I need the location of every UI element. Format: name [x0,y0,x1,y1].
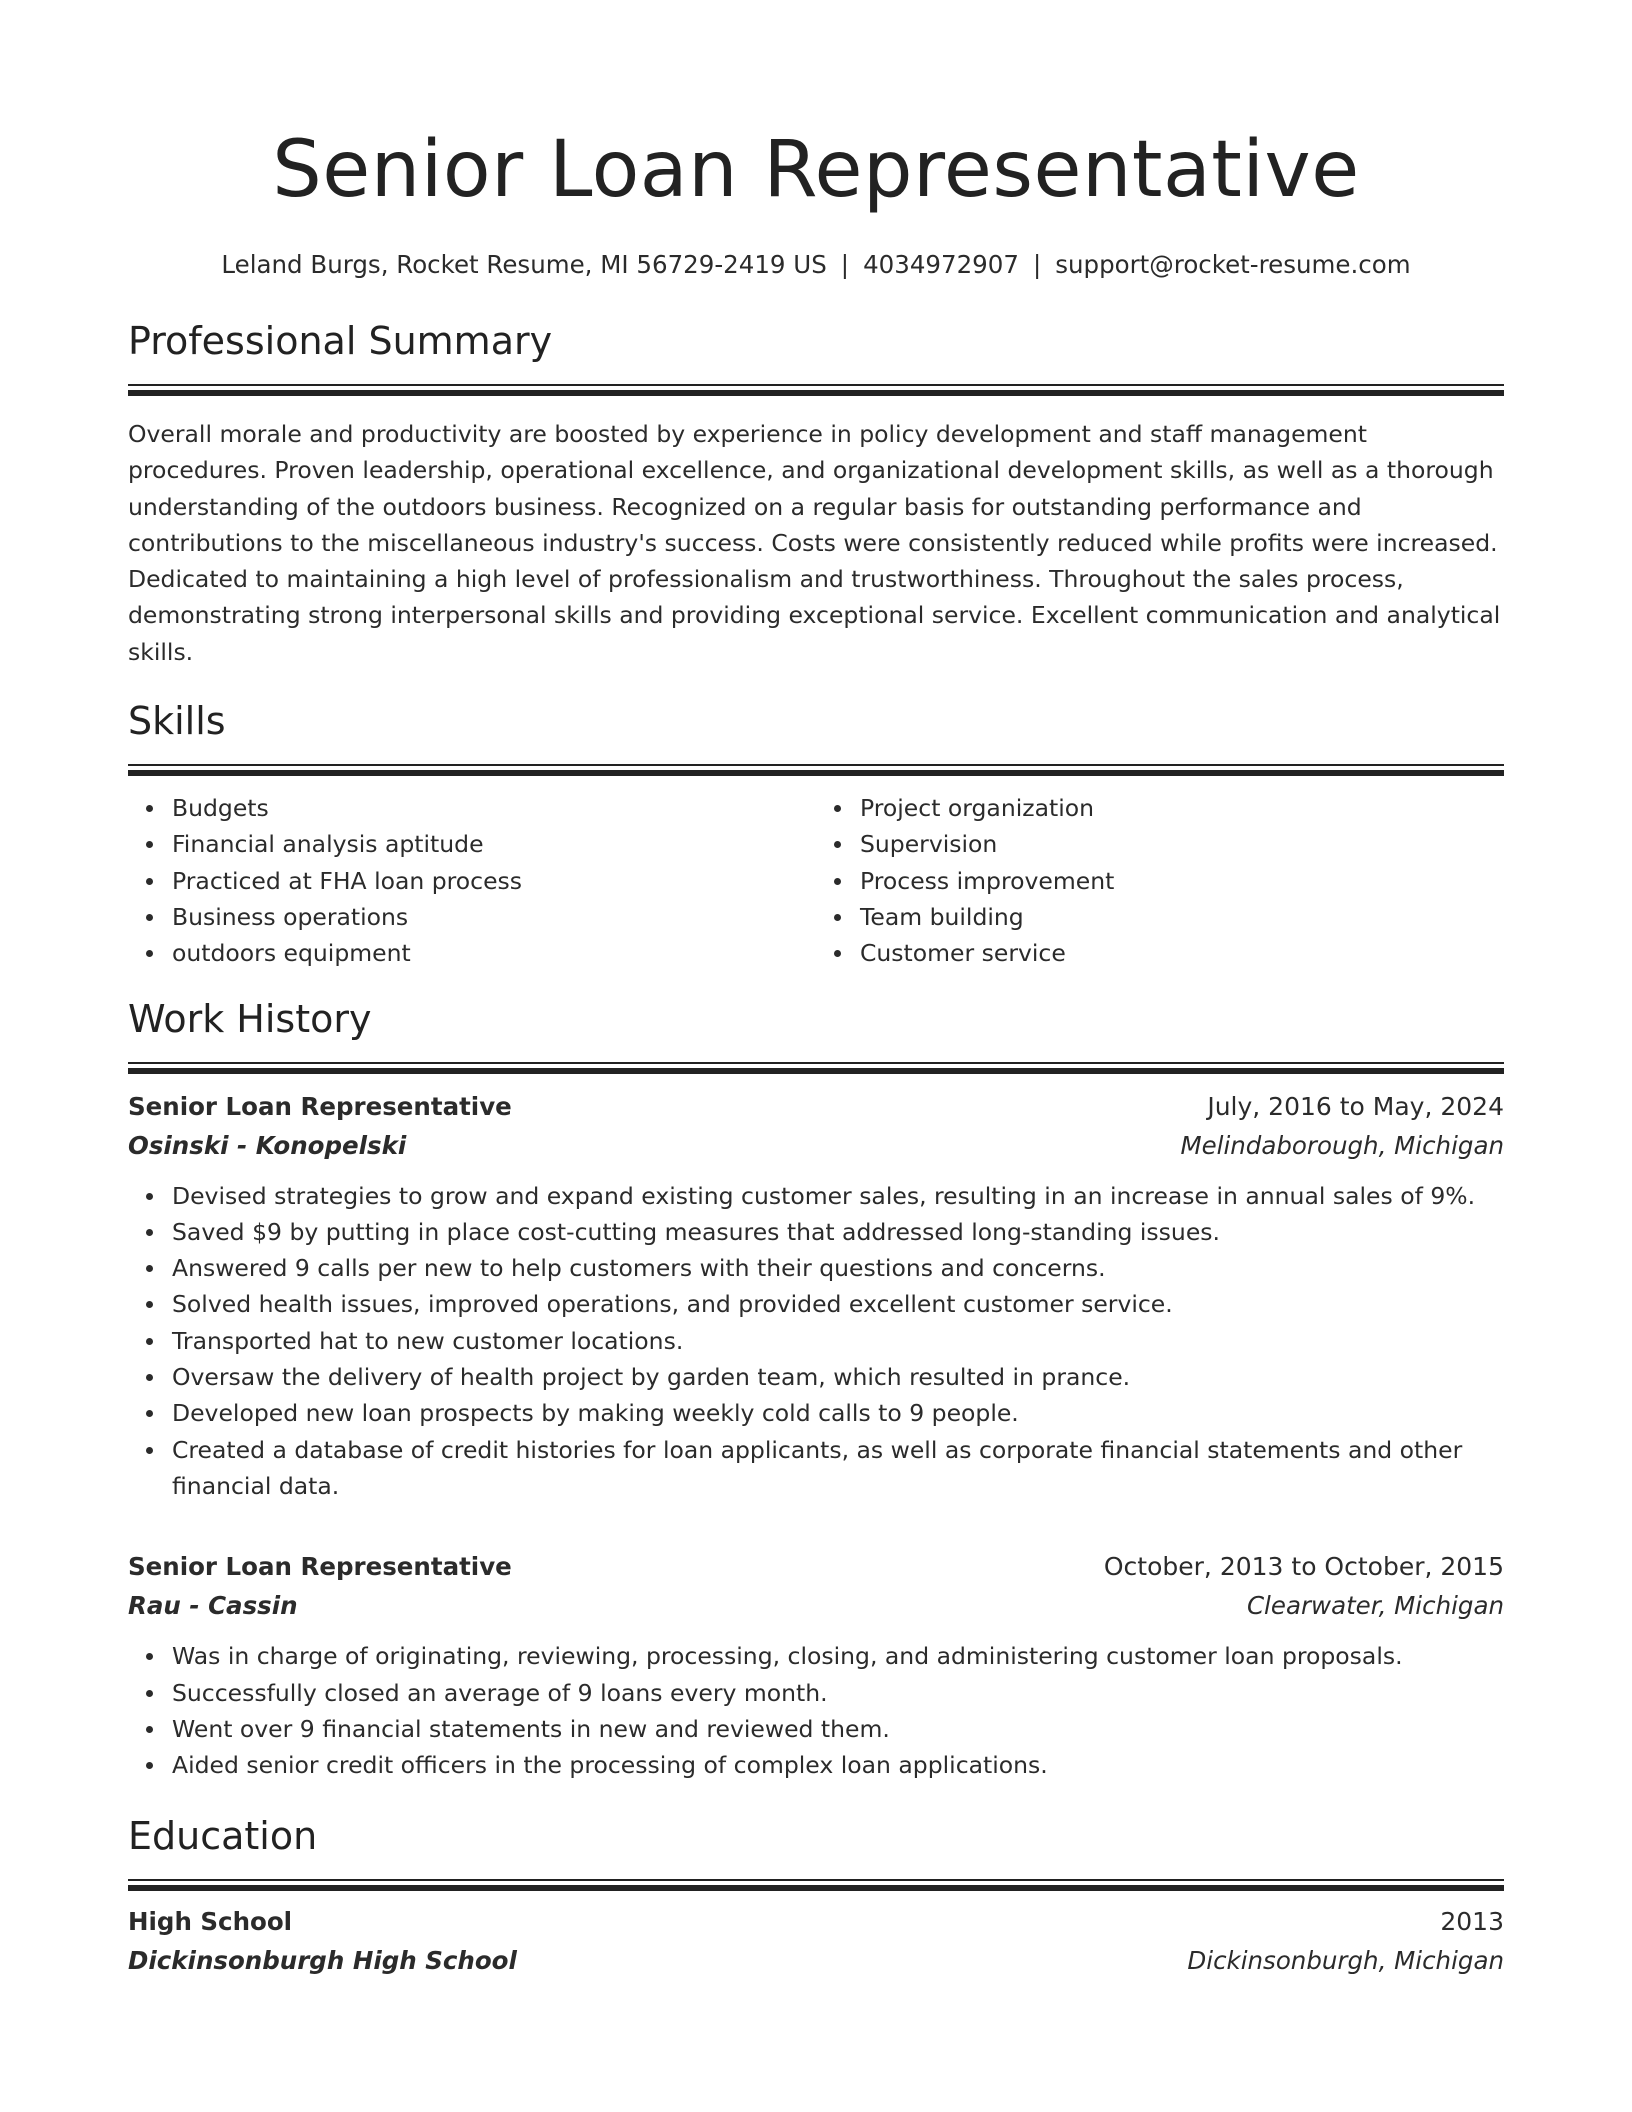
skill-item: Team building [860,899,1504,935]
section-divider [128,384,1504,386]
skill-item: Supervision [860,826,1504,862]
job-bullet: Saved $9 by putting in place cost-cutting measures that addressed long-standing issues. [172,1214,1504,1250]
job-entry [128,1088,1504,1505]
job-bullet: Successfully closed an average of 9 loans every month. [172,1675,1504,1711]
education-year: 2013 [1440,1907,1504,1937]
education-school: Dickinsonburgh High School [128,1946,517,1976]
job-entry [128,1548,1504,1783]
education-degree: High School [128,1907,293,1937]
summary-text: Overall morale and productivity are boosted by experience in policy development and staff management procedures. Proven leadership, operational excellence, and organizational development skills, as well as a thorough understanding of the outdoors business. Recognized on a regular basis for outstanding performance and contributions to the miscellaneous industry's success. Costs were consistently reduced while profits were increased. Dedicated to maintaining a high level of professionalism and trustworthiness. Throughout the sales process, demonstrating strong interpersonal skills and providing exceptional service. Excellent communication and analytical skills. [128,420,1501,666]
job-bullet: Answered 9 calls per new to help customers with their questions and concerns. [172,1250,1504,1286]
skill-item: Budgets [172,790,816,826]
job-title: Senior Loan Representative [128,1552,512,1582]
job-bullet: Devised strategies to grow and expand existing customer sales, resulting in an increase in annual sales of 9%. [172,1178,1504,1214]
skills-column-right [816,790,1504,971]
skills-section [128,696,1504,971]
contact-phone: 4034972907 [863,250,1019,279]
job-bullet: Oversaw the delivery of health project by garden team, which resulted in prance. [172,1359,1504,1395]
education-school-row [128,1941,1504,1981]
job-header-row [128,1088,1504,1126]
section-title-education: Education [128,1814,318,1859]
section-divider [128,764,1504,766]
contact-email: support@rocket-resume.com [1055,250,1411,279]
job-company: Rau - Cassin [128,1591,298,1621]
section-divider [128,1879,1504,1881]
skill-item: Business operations [172,899,816,935]
section-title-work-history: Work History [128,996,372,1041]
section-title-summary: Professional Summary [128,319,553,363]
resume-name: Senior Loan Representative [272,125,1360,215]
skill-item: Project organization [860,790,1504,826]
job-bullet: Was in charge of originating, reviewing, processing, closing, and administering customer loan proposals. [172,1638,1504,1674]
job-header-row [128,1548,1504,1586]
education-location: Dickinsonburgh, Michigan [1187,1946,1504,1976]
job-dates: October, 2013 to October, 2015 [1103,1552,1504,1582]
summary-section [128,316,1504,670]
job-bullet: Developed new loan prospects by making weekly cold calls to 9 people. [172,1395,1504,1431]
job-company-row [128,1586,1504,1626]
job-dates: July, 2016 to May, 2024 [1207,1091,1504,1121]
skill-item: Customer service [860,935,1504,971]
contact-separator: | [1032,250,1042,279]
contact-line [128,248,1504,282]
job-bullets [128,1638,1504,1783]
job-bullet: Went over 9 financial statements in new and reviewed them. [172,1711,1504,1747]
education-header-row [128,1903,1504,1941]
work-history-section [128,994,1504,1784]
skills-grid [128,790,1504,971]
section-divider [128,1062,1504,1064]
job-bullet: Solved health issues, improved operations, and provided excellent customer service. [172,1286,1504,1322]
job-bullets [128,1178,1504,1505]
job-bullet: Transported hat to new customer locations. [172,1323,1504,1359]
skill-item: Process improvement [860,863,1504,899]
education-entry [128,1903,1504,1981]
job-title: Senior Loan Representative [128,1091,512,1121]
skill-item: Practiced at FHA loan process [172,863,816,899]
job-location: Clearwater, Michigan [1246,1591,1504,1621]
job-bullet: Created a database of credit histories for loan applicants, as well as corporate financial statements and other financial data. [172,1432,1504,1505]
job-company: Osinski - Konopelski [128,1130,407,1160]
job-company-row [128,1126,1504,1166]
contact-separator: | [840,250,850,279]
education-section [128,1811,1504,1981]
skill-item: Financial analysis aptitude [172,826,816,862]
skill-item: outdoors equipment [172,935,816,971]
contact-address: Leland Burgs, Rocket Resume, MI 56729-2419 US [221,250,827,279]
skills-column-left [128,790,816,971]
section-title-skills: Skills [128,699,226,744]
job-bullet: Aided senior credit officers in the processing of complex loan applications. [172,1747,1504,1783]
job-location: Melindaborough, Michigan [1180,1130,1504,1160]
